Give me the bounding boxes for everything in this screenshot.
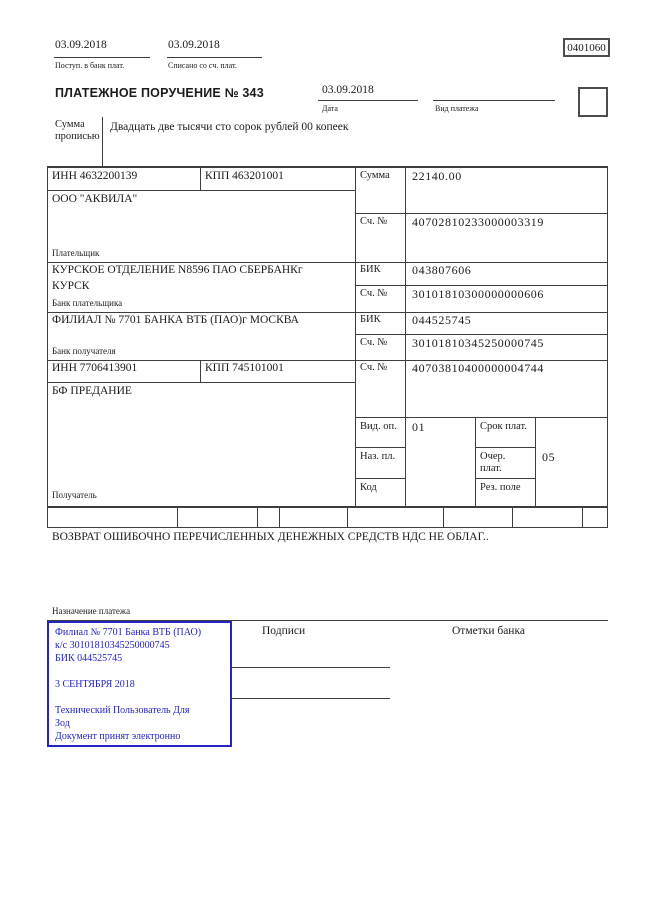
grid-line (512, 507, 513, 527)
payee-bank-account-value: 30101810345250000745 (412, 336, 544, 350)
payer-inn: ИНН 4632200139 (52, 170, 138, 182)
stamp-line: Технический Пользователь Для (55, 705, 190, 716)
bank-stamp (47, 621, 232, 747)
grid-line (318, 100, 418, 101)
amount-value: 22140.00 (412, 169, 462, 183)
amount-in-words-value: Двадцать две тысячи сто сорок рублей 00 копеек (110, 121, 349, 133)
debited-from-account-label: Списано со сч. плат. (168, 61, 237, 70)
grid-line (47, 166, 608, 168)
form-code-box (563, 38, 610, 57)
grid-line (230, 667, 390, 668)
grid-line (475, 447, 535, 448)
stamp-line: Зод (55, 718, 70, 729)
grid-line (47, 507, 48, 527)
payer-bank-account-label: Сч. № (360, 288, 388, 299)
grid-line (47, 382, 355, 383)
grid-line (102, 117, 103, 167)
stamp-line (55, 691, 224, 704)
grid-line (355, 417, 608, 418)
grid-line (475, 478, 535, 479)
grid-line (433, 100, 555, 101)
grid-line (47, 360, 608, 361)
grid-line (475, 417, 476, 507)
payee-inn: ИНН 7706413901 (52, 362, 138, 374)
stamp-line: БИК 044525745 (55, 653, 123, 664)
grid-line (230, 698, 390, 699)
payer-bank-bik-label: БИК (360, 264, 381, 275)
stamp-line: к/с 30101810345250000745 (55, 640, 170, 651)
payment-term-label: Срок плат. (480, 421, 527, 432)
payee-bank-section-label: Банк получателя (52, 346, 116, 356)
payer-bank-name-line1: КУРСКОЕ ОТДЕЛЕНИЕ N8596 ПАО СБЕРБАНКг (52, 264, 303, 276)
payee-section-label: Получатель (52, 490, 97, 500)
grid-line (177, 507, 178, 527)
reserve-field-label: Рез. поле (480, 482, 521, 493)
grid-line (535, 417, 536, 507)
payer-section-label: Плательщик (52, 248, 100, 258)
grid-line (347, 507, 348, 527)
grid-line (47, 620, 608, 621)
code-label: Код (360, 482, 377, 493)
payer-kpp: КПП 463201001 (205, 170, 284, 182)
payer-account-value: 40702810233000003319 (412, 215, 544, 229)
payer-bank-section-label: Банк плательщика (52, 298, 123, 308)
payer-bank-bik-value: 043807606 (412, 263, 472, 277)
operation-kind-value: 01 (412, 420, 426, 434)
grid-line (405, 167, 406, 508)
received-in-bank-date: 03.09.2018 (55, 39, 107, 51)
payer-bank-name-line2: КУРСК (52, 280, 90, 292)
payment-order-value: 05 (542, 450, 556, 464)
purpose-text: ВОЗВРАТ ОШИБОЧНО ПЕРЕЧИСЛЕННЫХ ДЕНЕЖНЫХ СРЕДСТВ НДС НЕ ОБЛАГ.. (52, 531, 489, 543)
grid-line (279, 507, 280, 527)
signatures-label: Подписи (262, 625, 306, 637)
page-title: ПЛАТЕЖНОЕ ПОРУЧЕНИЕ № 343 (55, 86, 264, 100)
document-date-label: Дата (322, 104, 338, 113)
grid-line (257, 507, 258, 527)
payee-account-value: 40703810400000004744 (412, 361, 544, 375)
grid-line (355, 447, 405, 448)
payer-name: ООО "АКВИЛА" (52, 193, 138, 205)
grid-line (54, 57, 150, 58)
received-in-bank-label: Поступ. в банк плат. (55, 61, 125, 70)
grid-line (355, 213, 608, 214)
grid-line (47, 190, 355, 191)
bank-marks-label: Отметки банка (452, 625, 525, 637)
operation-kind-label: Вид. оп. (360, 421, 397, 432)
payee-bank-account-label: Сч. № (360, 337, 388, 348)
grid-line (47, 312, 608, 313)
grid-line (355, 334, 608, 335)
debited-from-account-date: 03.09.2018 (168, 39, 220, 51)
grid-line (355, 478, 405, 479)
payee-kpp: КПП 745101001 (205, 362, 284, 374)
payee-account-label: Сч. № (360, 362, 388, 373)
grid-line (47, 506, 608, 508)
payment-type-label: Вид платежа (435, 104, 479, 113)
stamp-line (55, 665, 224, 678)
stamp-line: Филиал № 7701 Банка ВТБ (ПАО) (55, 627, 202, 638)
payment-type-checkbox (578, 87, 608, 117)
grid-line (47, 262, 608, 263)
grid-line (607, 166, 608, 508)
payer-bank-account-value: 30101810300000000606 (412, 287, 544, 301)
payee-bank-name: ФИЛИАЛ № 7701 БАНКА ВТБ (ПАО)г МОСКВА (52, 314, 299, 326)
grid-line (355, 167, 356, 508)
grid-line (47, 166, 48, 508)
grid-line (355, 285, 608, 286)
grid-line (167, 57, 262, 58)
document-date: 03.09.2018 (322, 84, 374, 96)
purpose-section-label: Назначение платежа (52, 606, 131, 616)
payee-bank-bik-value: 044525745 (412, 313, 472, 327)
grid-line (443, 507, 444, 527)
payment-purpose-code-label: Наз. пл. (360, 451, 396, 462)
grid-line (200, 360, 201, 382)
grid-line (607, 507, 608, 527)
stamp-line: Документ принят электронно (55, 731, 181, 742)
grid-line (47, 527, 608, 528)
amount-label: Сумма (360, 170, 390, 181)
grid-line (582, 507, 583, 527)
amount-in-words-label: Сумма прописью (55, 119, 100, 143)
payer-account-label: Сч. № (360, 216, 388, 227)
payee-name: БФ ПРЕДАНИЕ (52, 385, 132, 397)
grid-line (200, 167, 201, 190)
form-code: 0401060 (567, 42, 606, 54)
payment-order-label: Очер. плат. (480, 451, 506, 475)
stamp-line: 3 СЕНТЯБРЯ 2018 (55, 679, 135, 690)
payee-bank-bik-label: БИК (360, 314, 381, 325)
